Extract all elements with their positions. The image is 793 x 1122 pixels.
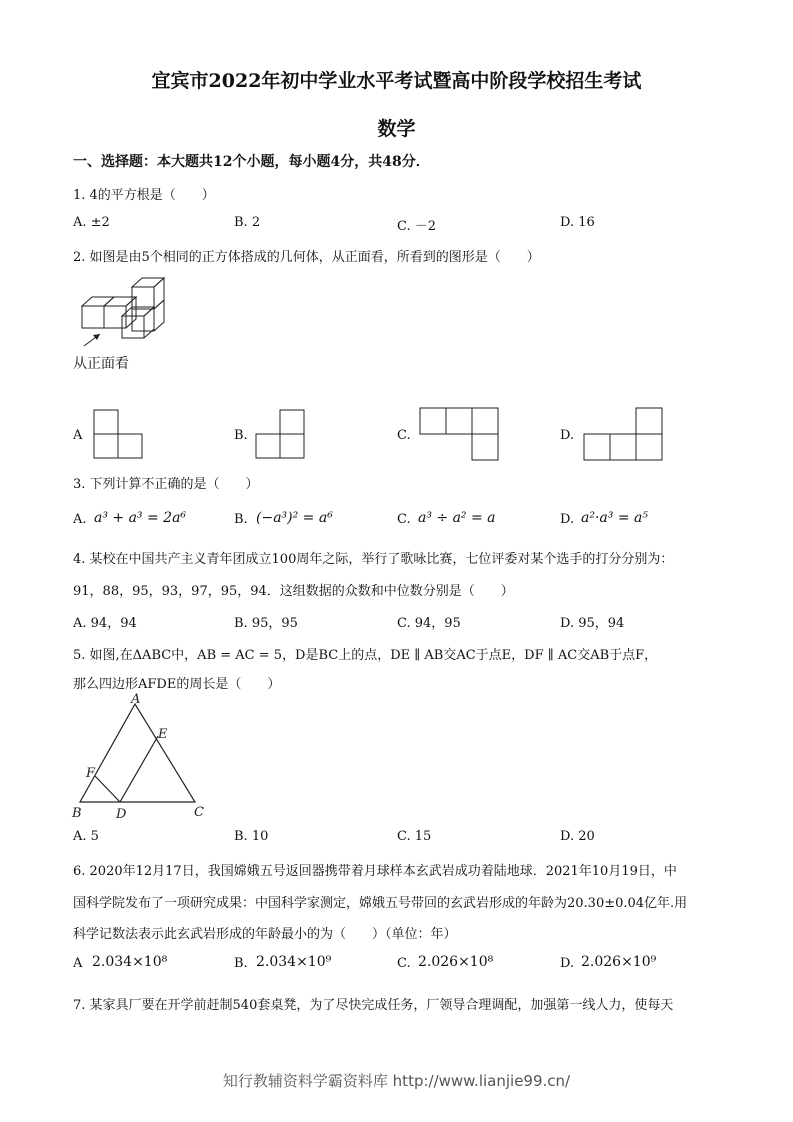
q5-stem-line2: 那么四边形AFDE的周长是（ ） [73,677,281,692]
q2-option-d: D. [560,428,575,443]
q1-option-b: B. 2 [234,215,261,230]
q4-option-c: C. 94，95 [397,616,461,631]
q4-stem-line1: 4. 某校在中国共产主义青年团成立100周年之际，举行了歌咏比赛，七位评委对某个选手的打分分别为： [73,552,674,567]
q3-stem: 3. 下列计算不正确的是（ ） [73,477,259,492]
q3-option-a: A. [73,512,87,527]
q6-option-a-expr: 2.034×10⁸ [92,954,168,970]
q1-option-d: D. 16 [560,215,595,230]
q3-option-c: C. [397,512,411,527]
q4-stem-line2: 91，88，95，93，97，95，94．这组数据的众数和中位数分别是（ ） [73,584,514,599]
vertex-a-label: A [131,692,141,707]
document-subtitle: 数学 [377,118,416,140]
q6-option-b-expr: 2.034×10⁹ [256,954,332,970]
vertex-d-label: D [116,807,127,822]
q3-option-d-expr: a²·a³ = a⁵ [581,510,648,526]
q5-option-a: A. 5 [73,829,99,844]
q4-option-a: A. 94，94 [73,616,137,631]
q5-option-d: D. 20 [560,829,595,844]
q6-stem-line2: 国科学院发布了一项研究成果：中国科学家测定，嫦娥五号带回的玄武岩形成的年龄为20.30±0.04亿年.用 [73,896,688,911]
q5-option-b: B. 10 [234,829,269,844]
q6-option-d-expr: 2.026×10⁹ [581,954,657,970]
q6-option-c: C. [397,956,411,971]
q5-option-c: C. 15 [397,829,432,844]
q3-option-d: D. [560,512,575,527]
q4-option-d: D. 95，94 [560,616,625,631]
q5-triangle-figure [70,692,220,822]
q2-option-c-figure [418,406,500,464]
q2-option-c: C. [397,428,411,443]
vertex-b-label: B [72,806,82,821]
q2-option-a-figure [92,408,146,462]
q1-stem: 1. 4的平方根是（ ） [73,188,215,203]
q7-stem: 7. 某家具厂要在开学前赶制540套桌凳，为了尽快完成任务，厂领导合理调配，加强第一线人力，使每天 [73,998,674,1013]
q3-option-b: B. [234,512,248,527]
vertex-f-label: F [86,766,96,781]
page-footer: 知行教辅资料学霸资料库 http://www.lianjie99.cn/ [222,1072,571,1090]
q6-option-a: A [73,956,83,971]
vertex-e-label: E [158,727,168,742]
q4-option-b: B. 95，95 [234,616,298,631]
q1-option-a: A. ±2 [73,215,110,230]
document-title: 宜宾市2022年初中学业水平考试暨高中阶段学校招生考试 [151,70,642,92]
q2-stem: 2. 如图是由5个相同的正方体搭成的几何体，从正面看，所看到的图形是（ ） [73,250,540,265]
q3-option-b-expr: (−a³)² = a⁶ [256,510,333,526]
q6-option-d: D. [560,956,575,971]
q6-option-b: B. [234,956,248,971]
vertex-c-label: C [194,805,204,820]
q3-option-c-expr: a³ ÷ a² = a [418,510,496,526]
q2-option-b-figure [254,408,308,462]
q2-figure-caption: 从正面看 [73,356,129,372]
q6-option-c-expr: 2.026×10⁸ [418,954,494,970]
q6-stem-line1: 6. 2020年12月17日，我国嫦娥五号返回器携带着月球样本玄武岩成功着陆地球．2021年10月19日，中 [73,864,677,879]
q2-option-d-figure [580,406,664,464]
q2-option-b: B. [234,428,248,443]
q1-option-c: C. －2 [397,219,437,234]
q5-stem-line1: 5. 如图,在ΔABC中，AB = AC = 5，D是BC上的点，DE ∥ AB交AC于点E，DF ∥ AC交AB于点F， [73,648,658,663]
q6-stem-line3: 科学记数法表示此玄武岩形成的年龄最小的为（ ）（单位：年） [73,927,457,942]
q2-cube-figure [70,268,180,350]
q3-option-a-expr: a³ + a³ = 2a⁶ [94,510,187,526]
q2-option-a: A [73,428,83,443]
section-heading: 一、选择题：本大题共12个小题，每小题4分，共48分． [73,154,430,170]
